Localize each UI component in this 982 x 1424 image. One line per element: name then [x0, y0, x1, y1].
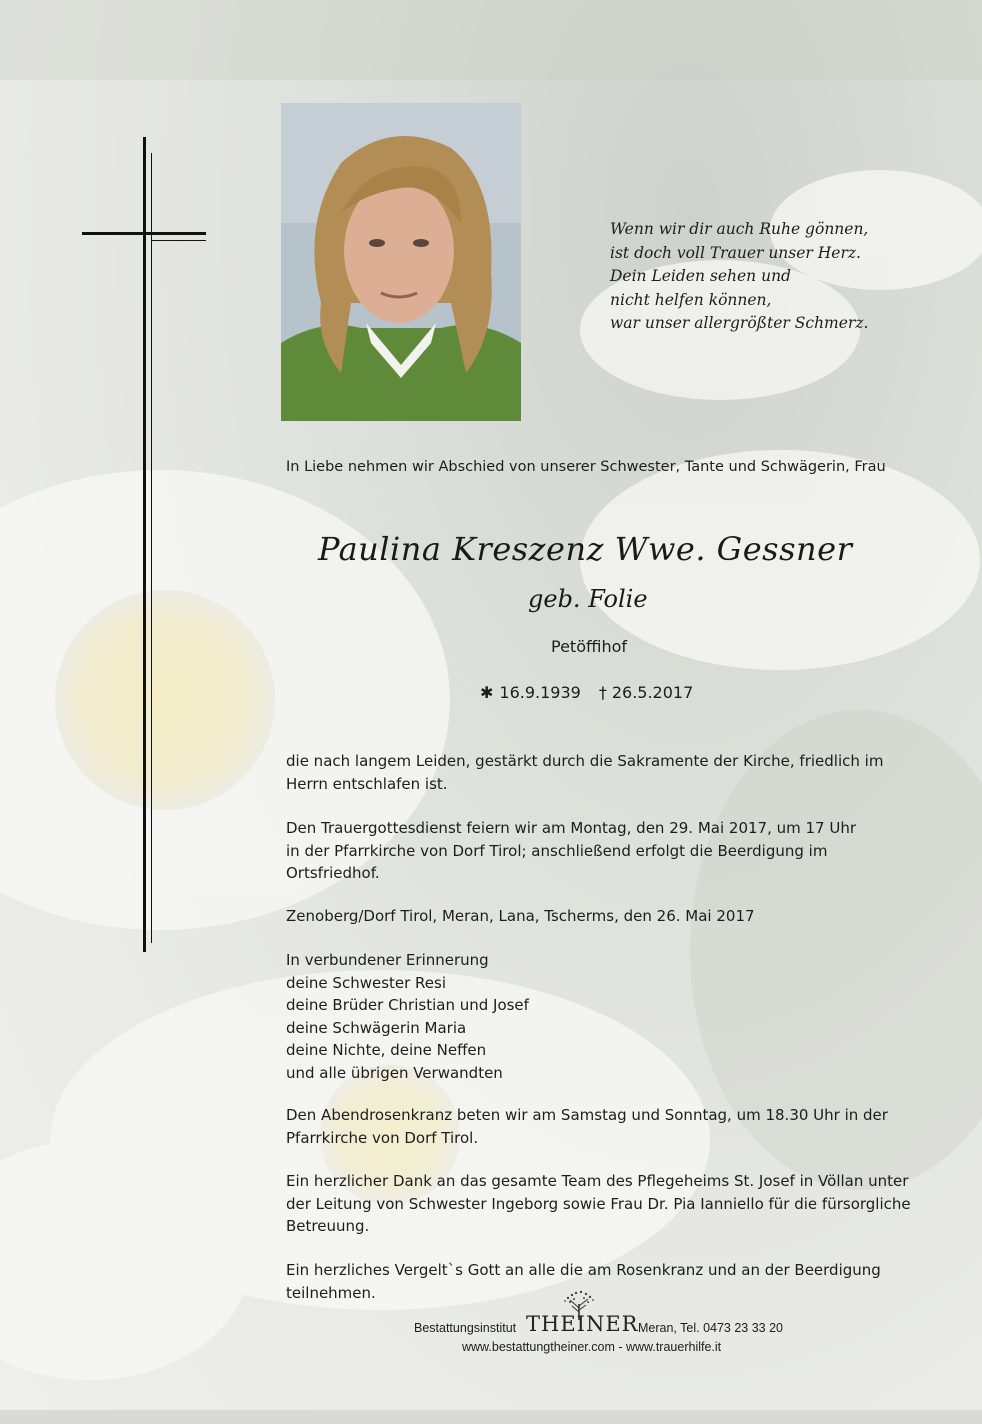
text-line: deine Nichte, deine Neffen: [286, 1041, 487, 1059]
text-line: in der Pfarrkirche von Dorf Tirol; anschließend erfolgt die Beerdigung im: [286, 841, 828, 860]
farm-name: Petöffihof: [551, 637, 628, 656]
text-line: die nach langem Leiden, gestärkt durch die Sakramente der Kirche, friedlich im: [286, 752, 884, 770]
paragraph-passing: [286, 750, 906, 795]
poem: [610, 218, 910, 336]
paragraph-mourners: [286, 949, 906, 1084]
death-dagger-icon: †: [598, 683, 607, 702]
text-line: der Leitung von Schwester Ingeborg sowie Frau Dr. Pia Ianniello für die fürsorgliche: [286, 1194, 911, 1213]
poem-line: Wenn wir dir auch Ruhe gönnen,: [610, 220, 869, 238]
birth-date: 16.9.1939: [499, 683, 581, 702]
text-line: deine Schwägerin Maria: [286, 1018, 467, 1037]
poem-line: ist doch voll Trauer unser Herz.: [610, 243, 861, 262]
text-line: und alle übrigen Verwandten: [286, 1063, 503, 1082]
deceased-name: Paulina Kreszenz Wwe. Gessner: [318, 530, 853, 568]
text-line: Ein herzlicher Dank an das gesamte Team des Pflegeheims St. Josef in Völlan unter: [286, 1172, 909, 1190]
paragraph-rosary: [286, 1104, 906, 1149]
paragraph-place-date: [286, 905, 906, 928]
text-line: Den Abendrosenkranz beten wir am Samstag und Sonntag, um 18.30 Uhr in der: [286, 1106, 888, 1124]
footer-contact: Meran, Tel. 0473 23 33 20: [638, 1321, 784, 1335]
poem-line: Dein Leiden sehen und: [610, 267, 791, 285]
text-line: Pfarrkirche von Dorf Tirol.: [286, 1128, 479, 1147]
footer-urls[interactable]: www.bestattungtheiner.com - www.trauerhilfe.it: [462, 1340, 722, 1354]
paragraph-funeral: [286, 817, 906, 885]
text-line: Ortsfriedhof.: [286, 864, 380, 882]
death-date: 26.5.2017: [611, 683, 694, 702]
text-line: In verbundener Erinnerung: [286, 951, 489, 969]
poem-line: nicht helfen können,: [610, 290, 772, 309]
footer-label: Bestattungsinstitut: [414, 1321, 517, 1335]
text-line: teilnehmen.: [286, 1283, 376, 1302]
birth-star-icon: ✱: [480, 683, 494, 702]
text-line: deine Brüder Christian und Josef: [286, 996, 529, 1014]
intro-text: In Liebe nehmen wir Abschied von unserer Schwester, Tante und Schwägerin, Frau: [286, 459, 886, 475]
text-line: Betreuung.: [286, 1217, 370, 1235]
poem-line: war unser allergrößter Schmerz.: [610, 314, 869, 332]
text-line: Den Trauergottesdienst feiern wir am Montag, den 29. Mai 2017, um 17 Uhr: [286, 819, 857, 837]
text-line: Zenoberg/Dorf Tirol, Meran, Lana, Tscherms, den 26. Mai 2017: [286, 907, 755, 925]
text-line: Herrn entschlafen ist.: [286, 774, 448, 793]
bottom-strip: [0, 1410, 982, 1424]
birth-name: geb. Folie: [528, 585, 648, 613]
paragraph-thanks: [286, 1170, 911, 1238]
life-dates: [480, 683, 693, 702]
footer-brand: THEINER: [526, 1312, 639, 1336]
text-line: deine Schwester Resi: [286, 973, 447, 992]
portrait-photo: [281, 103, 521, 421]
text-line: Ein herzliches Vergelt`s Gott an alle die am Rosenkranz und an der Beerdigung: [286, 1261, 881, 1279]
